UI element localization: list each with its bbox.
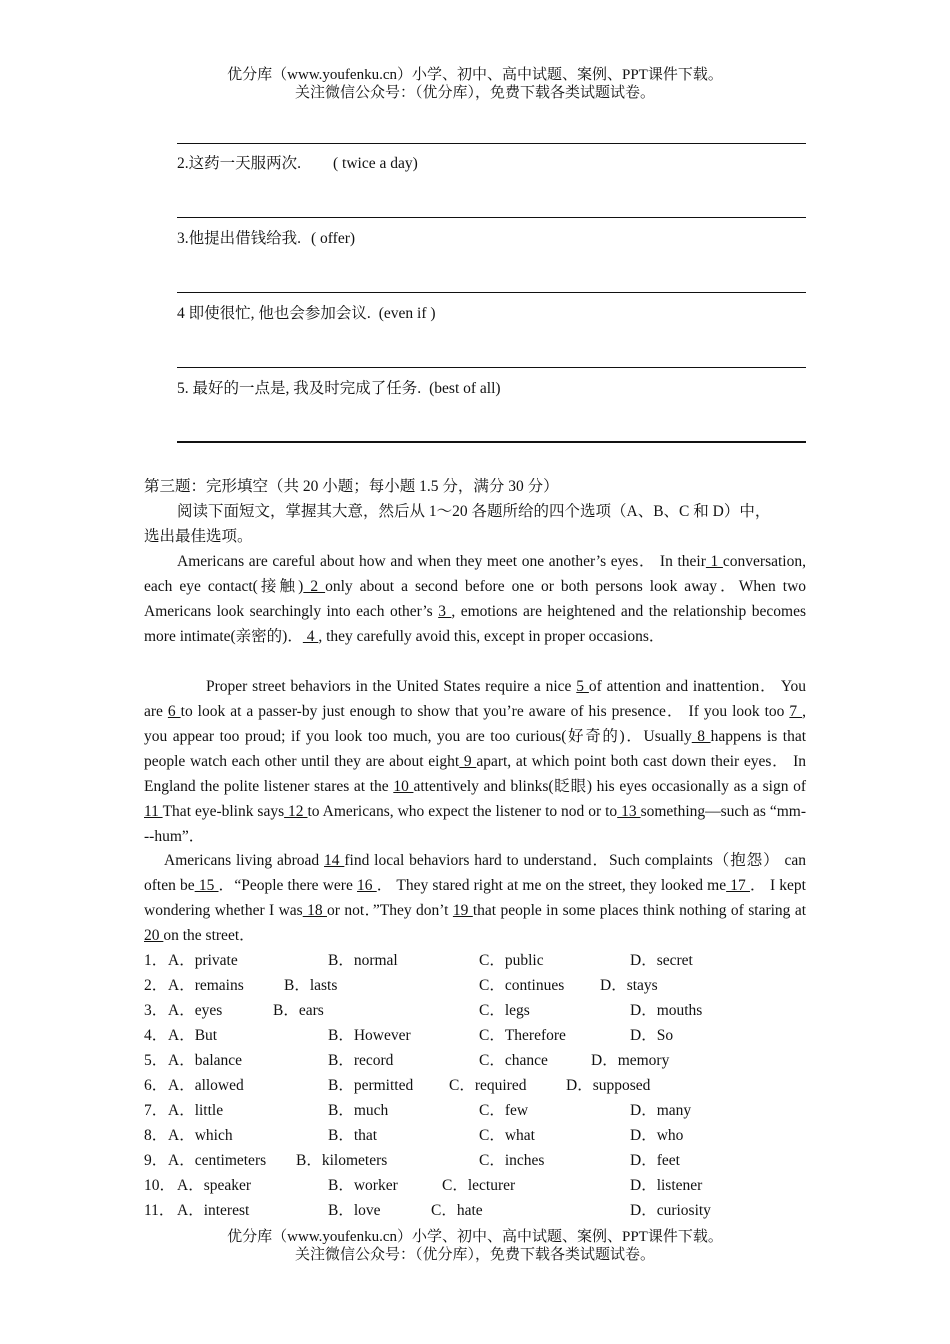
blank-18: 18 bbox=[302, 902, 327, 919]
blank-8: 8 bbox=[691, 728, 711, 745]
answer-line bbox=[177, 143, 806, 144]
passage-paragraph-1: Americans are careful about how and when they meet one another’s eyes． In their 1 conversation, each eye contact(接触) 2 only about a second before one or both persons look away．When two Americans look searchingly into each other’s 3 , emotions are heightened and the relationship becomes more intimate(亲密的)． 4 , they carefully avoid this, except in proper occasions． bbox=[144, 553, 807, 645]
blank-17: 17 bbox=[726, 877, 750, 894]
blank-20: 20 bbox=[144, 927, 164, 944]
blank-5: 5 bbox=[576, 678, 589, 695]
passage-paragraph-3: Americans living abroad 14 find local behaviors hard to understand．Such complaints（抱怨） can often be 15 ．“People there were 16 ． They stared right at me on the street, they looked me 17 ． I kept wondering whether I was 18 or not．”They don’t 19 that people in some places think nothing of staring at 20 on the street． bbox=[144, 852, 807, 944]
section-instructions: 阅读下面短文，掌握其大意，然后从 1～20 各题所给的四个选项（A、B、C 和 D）中， bbox=[177, 503, 771, 520]
blank-4: 4 bbox=[302, 628, 319, 645]
options-row-1: 1． A．private B．normal C．public D．secret bbox=[144, 952, 693, 969]
blank-6: 6 bbox=[167, 703, 181, 720]
translation-item-4: 4 即使很忙, 他也会参加会议. (even if ) bbox=[177, 305, 436, 322]
options-row-10: 10． A．speaker B．worker C．lecturer D．listener bbox=[144, 1177, 703, 1194]
translation-item-3: 3.他提出借钱给我. ( offer) bbox=[177, 230, 356, 247]
blank-10: 10 bbox=[393, 778, 414, 795]
blank-2: 2 bbox=[303, 578, 326, 595]
blank-11: 11 bbox=[144, 803, 163, 820]
blank-15: 15 bbox=[194, 877, 219, 894]
options-row-2: 2． A．remains B．lasts C．continues D．stays bbox=[144, 977, 658, 994]
blank-7: 7 bbox=[789, 703, 803, 720]
answer-line bbox=[177, 441, 806, 443]
options-row-9: 9． A．centimeters B．kilometers C．inches D．feet bbox=[144, 1152, 680, 1169]
answer-line bbox=[177, 217, 806, 218]
page-header bbox=[0, 66, 950, 102]
blank-16: 16 bbox=[357, 877, 377, 894]
blank-1: 1 bbox=[705, 553, 723, 570]
options-row-4: 4． A．But B．However C．Therefore D．So bbox=[144, 1027, 674, 1044]
blank-13: 13 bbox=[617, 803, 641, 820]
answer-line bbox=[177, 367, 806, 368]
section-title: 第三题：完形填空（共 20 小题；每小题 1.5 分，满分 30 分） bbox=[144, 478, 559, 495]
options-row-5: 5． A．balance B．record C．chance D．memory bbox=[144, 1052, 670, 1069]
section-instructions-cont: 选出最佳选项。 bbox=[144, 528, 253, 545]
footer-line-2: 关注微信公众号：（优分库），免费下载各类试题试卷。 bbox=[294, 1247, 655, 1263]
options-row-3: 3． A．eyes B．ears C．legs D．mouths bbox=[144, 1002, 703, 1019]
blank-3: 3 bbox=[438, 603, 452, 620]
blank-12: 12 bbox=[284, 803, 308, 820]
translation-item-2: 2.这药一天服两次. ( twice a day) bbox=[177, 155, 418, 172]
blank-14: 14 bbox=[324, 852, 345, 869]
blank-19: 19 bbox=[452, 902, 473, 919]
page-footer bbox=[0, 1228, 950, 1264]
header-line-1: 优分库（www.youfenku.cn）小学、初中、高中试题、案例、PPT课件下载。 bbox=[227, 67, 723, 83]
header-line-2: 关注微信公众号：（优分库），免费下载各类试题试卷。 bbox=[294, 85, 655, 101]
translation-item-5: 5. 最好的一点是, 我及时完成了任务. (best of all) bbox=[177, 380, 501, 397]
answer-line bbox=[177, 292, 806, 293]
blank-9: 9 bbox=[459, 753, 477, 770]
options-row-7: 7． A．little B．much C．few D．many bbox=[144, 1102, 692, 1119]
options-row-6: 6． A．allowed B．permitted C．required D．supposed bbox=[144, 1077, 651, 1094]
options-row-8: 8． A．which B．that C．what D．who bbox=[144, 1127, 684, 1144]
options-row-11: 11． A．interest B．love C．hate D．curiosity bbox=[144, 1202, 711, 1219]
passage-paragraph-2: Proper street behaviors in the United States require a nice 5 of attention and inattention． You are 6 to look at a passer-by just enough to show that you’re aware of his presence． If you look too 7 , you appear too proud; if you look too much, you are too curious(好奇的)．Usually 8 happens is that people watch each other until they are about eight 9 apart, at which point both cast down their eyes． In England the polite listener stares at the 10 attentively and blinks(眨眼) his eyes occasionally as a sign of 11 That eye-blink says 12 to Americans, who expect the listener to nod or to 13 something—such as “mm---hum”． bbox=[144, 678, 807, 845]
footer-line-1: 优分库（www.youfenku.cn）小学、初中、高中试题、案例、PPT课件下载。 bbox=[227, 1229, 723, 1245]
